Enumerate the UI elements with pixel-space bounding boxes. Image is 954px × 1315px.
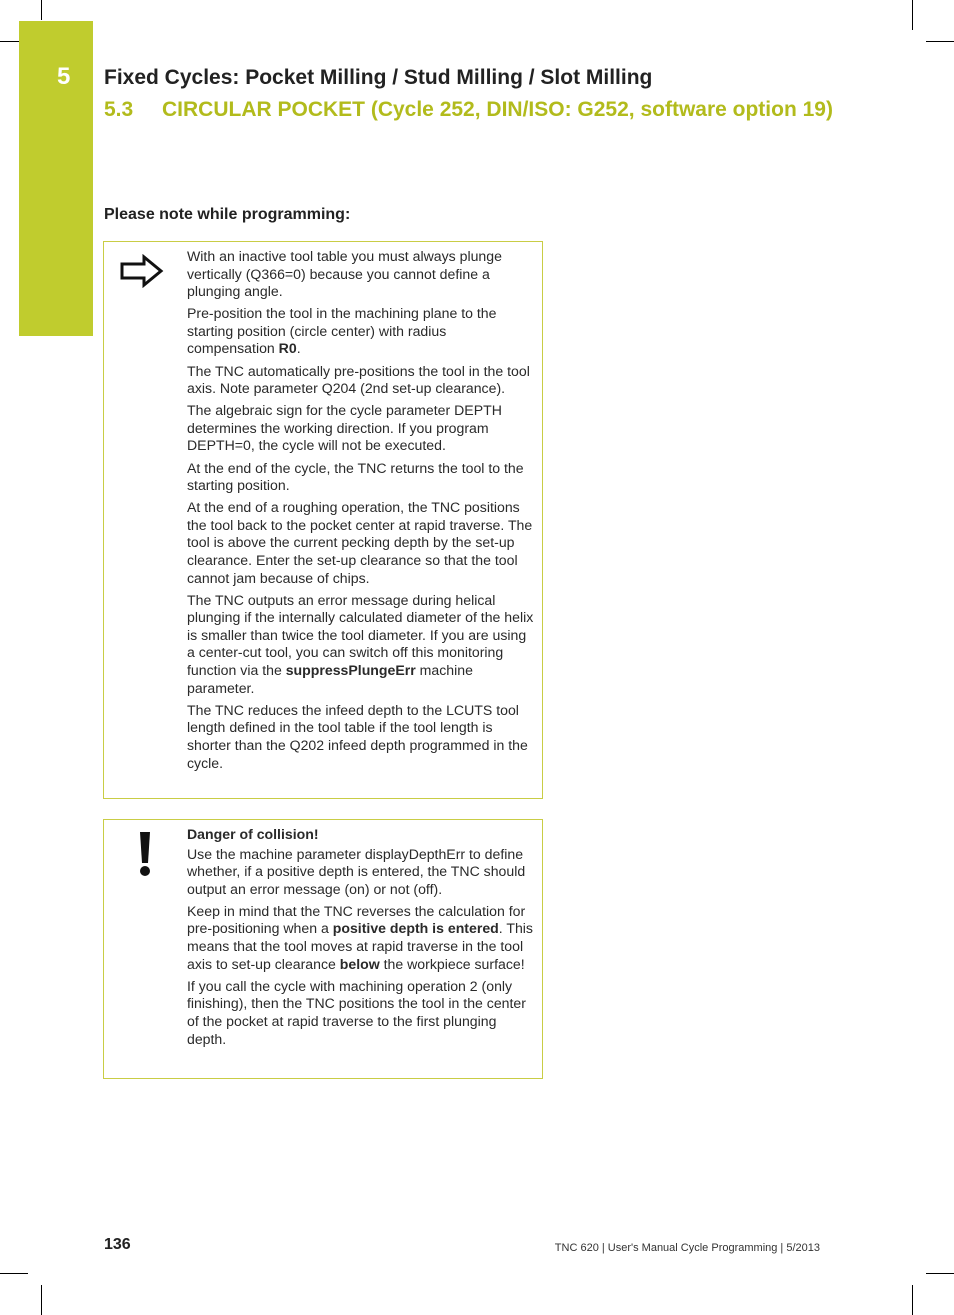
note-paragraph: The TNC automatically pre-positions the tool in the tool axis. Note parameter Q204 (2nd set-up clearance).	[187, 362, 530, 397]
arrow-right-icon	[119, 254, 165, 288]
note-paragraph: The algebraic sign for the cycle parameter DEPTH determines the working direction. If you program DEPTH=0, the cycle will not be executed.	[187, 402, 502, 454]
exclamation-icon	[137, 832, 153, 878]
crop-mark	[912, 1285, 913, 1315]
chapter-number: 5	[57, 63, 71, 90]
note-paragraph: At the end of a roughing operation, the TNC positions the tool back to the pocket center at rapid traverse. The tool is above the current pecking depth by the set-up clearance. Enter the set-up clearance so that the tool cannot jam because of chips.	[187, 499, 533, 586]
notes-heading: Please note while programming:	[104, 206, 351, 223]
warning-content	[187, 826, 537, 1053]
warning-paragraph: If you call the cycle with machining operation 2 (only finishing), then the TNC positions the tool in the center of the pocket at rapid traverse to the first plunging depth.	[187, 977, 526, 1047]
chapter-tab	[19, 21, 93, 336]
crop-mark	[0, 41, 20, 42]
warning-title: Danger of collision!	[187, 826, 319, 842]
note-box	[103, 241, 543, 799]
crop-mark	[41, 1285, 42, 1315]
footer-text: TNC 620 | User's Manual Cycle Programming | 5/2013	[554, 1242, 820, 1254]
note-paragraph: Pre-position the tool in the machining plane to the starting position (circle center) with radius compensation R0.	[187, 305, 497, 357]
chapter-title: Fixed Cycles: Pocket Milling / Stud Milling / Slot Milling	[104, 66, 653, 89]
warning-paragraph: Use the machine parameter displayDepthErr to define whether, if a positive depth is entered, the TNC should output an error message (on) or not (off).	[187, 845, 526, 897]
page-number: 136	[104, 1236, 131, 1253]
section-heading	[104, 98, 833, 122]
note-paragraph: With an inactive tool table you must always plunge vertically (Q366=0) because you cannot define a plunging angle.	[187, 248, 502, 300]
warning-paragraph: Keep in mind that the TNC reverses the calculation for pre-positioning when a positive depth is entered. This means that the tool moves at rapid traverse in the tool axis to set-up clearance below the workpiece surface!	[187, 902, 533, 972]
note-content	[187, 248, 537, 777]
crop-mark	[912, 0, 913, 30]
crop-mark	[0, 1273, 28, 1274]
note-paragraph: The TNC outputs an error message during helical plunging if the internally calculated diameter of the helix is smaller than twice the tool diameter. If you are using a center-cut tool, you can switch off this monitoring function via the suppressPlungeErr machine parameter.	[187, 591, 534, 696]
note-paragraph: At the end of the cycle, the TNC returns the tool to the starting position.	[187, 459, 524, 494]
section-title: CIRCULAR POCKET (Cycle 252, DIN/ISO: G252, software option 19)	[162, 98, 833, 121]
section-number: 5.3	[104, 98, 134, 121]
crop-mark	[926, 41, 954, 42]
crop-mark	[926, 1273, 954, 1274]
warning-box	[103, 819, 543, 1079]
note-paragraph: The TNC reduces the infeed depth to the LCUTS tool length defined in the tool table if the tool length is shorter than the Q202 infeed depth programmed in the cycle.	[187, 701, 528, 771]
crop-mark	[41, 0, 42, 20]
